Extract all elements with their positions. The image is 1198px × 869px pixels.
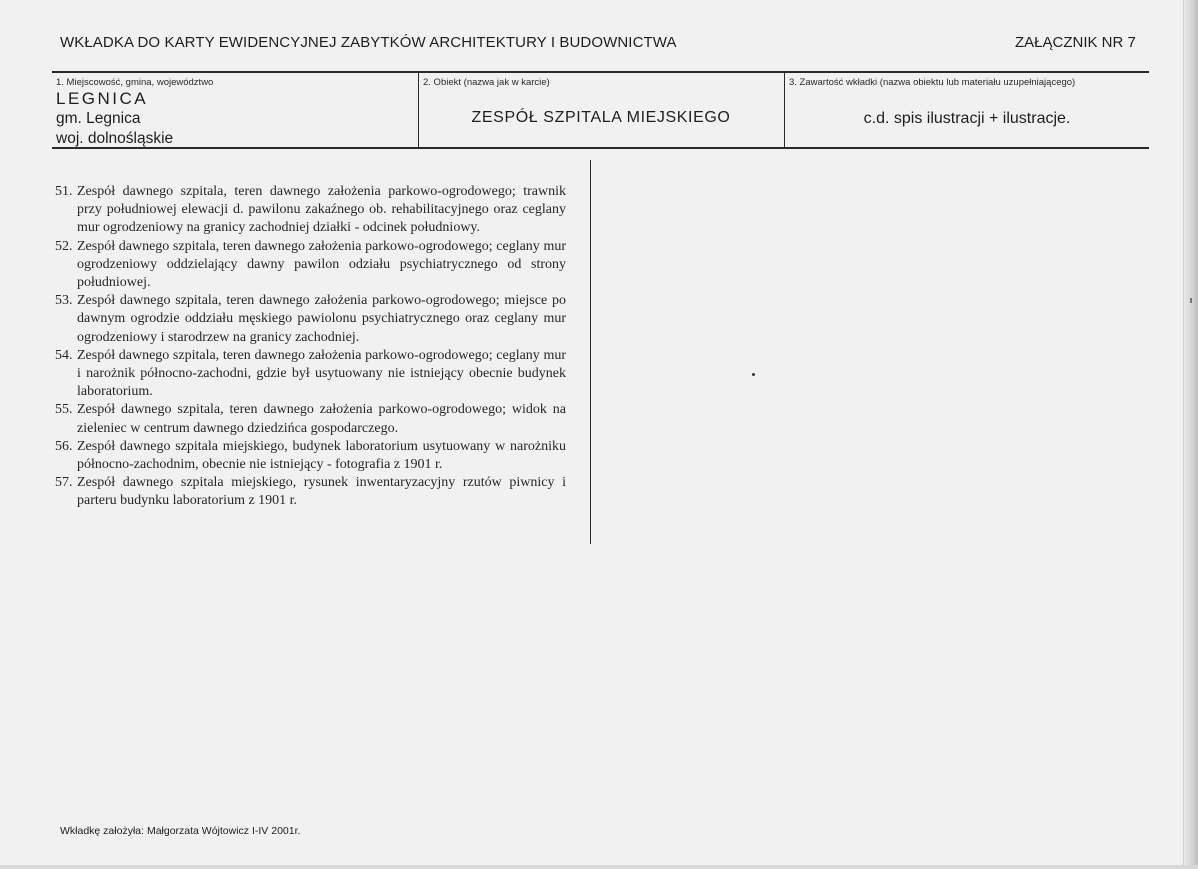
list-item <box>55 183 566 238</box>
entry-number: 54. <box>55 347 73 363</box>
list-item <box>55 347 566 402</box>
illustration-list <box>55 183 566 511</box>
list-item <box>55 474 566 510</box>
entry-number: 55. <box>55 402 73 418</box>
scan-edge <box>1183 0 1198 869</box>
contents-value: c.d. spis ilustracji + ilustracje. <box>863 110 1071 127</box>
entry-number: 53. <box>55 293 73 309</box>
list-item <box>55 438 566 474</box>
entry-number: 51. <box>55 184 73 199</box>
location-label: 1. Miejscowość, gmina, województwo <box>56 77 214 88</box>
object-name: ZESPÓŁ SZPITALA MIEJSKIEGO <box>471 109 731 126</box>
header-grid <box>52 71 1149 149</box>
location-gmina: gm. Legnica <box>56 110 141 127</box>
list-item <box>55 292 566 347</box>
entry-text: Zespół dawnego szpitala, teren dawnego założenia parkowo-ogrodowego; widok na zieleniec w centrum dawnego dziedzińca gospodarczego. <box>77 402 566 436</box>
document-title: WKŁADKA DO KARTY EWIDENCYJNEJ ZABYTKÓW ARCHITEKTURY I BUDOWNICTWA <box>60 34 677 51</box>
location-voivodeship: woj. dolnośląskie <box>56 130 174 147</box>
location-city: LEGNICA <box>56 89 149 108</box>
list-item <box>55 238 566 293</box>
annex-number: ZAŁĄCZNIK NR 7 <box>1015 34 1136 51</box>
entry-text: Zespół dawnego szpitala miejskiego, rysunek inwentaryzacyjny rzutów piwnicy i parteru budynku laboratorium z 1901 r. <box>77 475 566 509</box>
entry-text: Zespół dawnego szpitala, teren dawnego założenia parkowo-ogrodowego; trawnik przy południowej elewacji d. pawilonu zakaźnego ob. rehabilitacyjnego oraz ceglany mur ogrodzeniowy na granicy zachodniej działki - odcinek południowy. <box>77 184 566 236</box>
contents-label: 3. Zawartość wkładki (nazwa obiektu lub materiału uzupełniającego) <box>789 77 1076 88</box>
author-note: Wkładkę założyła: Małgorzata Wójtowicz I-IV 2001r. <box>60 825 301 837</box>
entry-number: 52. <box>55 238 73 254</box>
list-item <box>55 401 566 437</box>
entry-number: 57. <box>55 475 73 491</box>
scan-speck <box>1190 298 1192 303</box>
object-label: 2. Obiekt (nazwa jak w karcie) <box>423 77 550 88</box>
scan-speck <box>752 373 755 376</box>
scan-edge-bottom <box>0 865 1198 869</box>
entry-number: 56. <box>55 438 73 454</box>
column-divider <box>590 160 591 544</box>
entry-text: Zespół dawnego szpitala, teren dawnego założenia parkowo-ogrodowego; ceglany mur ogrodzeniowy oddzielający dawny pawilon odziału psychiatrycznego od strony południowej. <box>77 238 566 291</box>
entry-text: Zespół dawnego szpitala, teren dawnego założenia parkowo-ogrodowego; ceglany mur i narożnik północno-zachodni, gdzie był usytuowany nie istniejący obecnie budynek laboratorium. <box>77 347 566 400</box>
entry-text: Zespół dawnego szpitala, teren dawnego założenia parkowo-ogrodowego; miejsce po dawnym ogrodzie oddziału męskiego pawiolonu psychiatrycznego oraz ceglany mur ogrodzeniowy i starodrzew na granicy zachodniej. <box>77 293 566 345</box>
entry-text: Zespół dawnego szpitala miejskiego, budynek laboratorium usytuowany w narożniku północno-zachodnim, obecnie nie istniejący - fotografia z 1901 r. <box>77 438 566 473</box>
